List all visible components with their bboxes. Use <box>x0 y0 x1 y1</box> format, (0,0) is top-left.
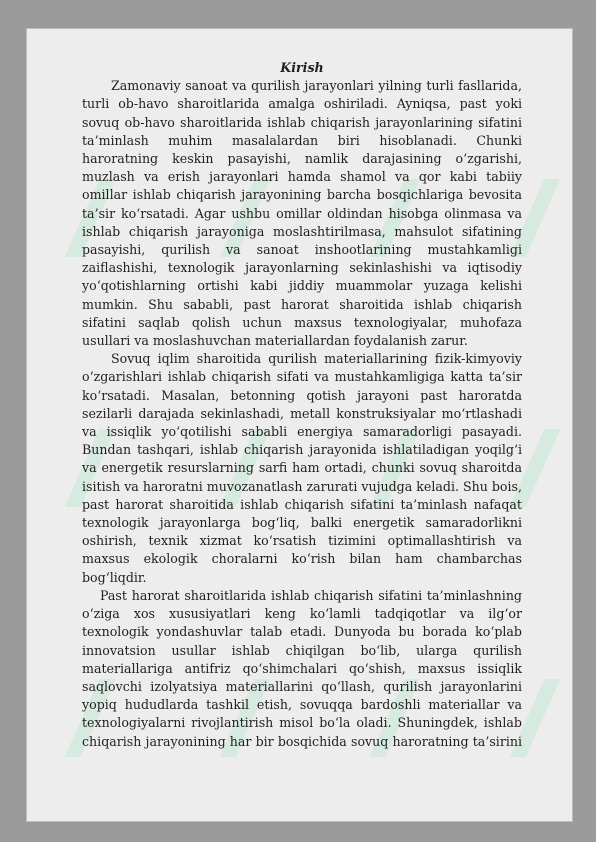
paragraph-2: Sovuq iqlim sharoitida qurilish materiallarining fizik-kimyoviy o‘zgarishlari ishlab chiqarish sifati va mustahkamligiga katta ta’sir ko‘rsatadi. Masalan, betonning qotish jarayoni past haroratda sezilarli darajada sekinlashadi, metall konstruksiyalar mo‘rtlashadi va issiqlik yo‘qotilishi sababli energiya samaradorligi pasayadi. Bundan tashqari, ishlab chiqarish jarayonida ishlatiladigan yoqilg‘i va energetik resurslarning sarfi ham ortadi, chunki sovuq sharoitda isitish va haroratni muvozanatlash zarurati vujudga keladi. Shu bois, past harorat sharoitida ishlab chiqarish sifatini ta’minlash nafaqat texnologik jarayonlarga bog‘liq, balki energetik samaradorlikni oshirish, texnik xizmat ko‘rsatish tizimini optimallashtirish va maxsus ekologik choralarni ko‘rish bilan ham chambarchas bog‘liqdir. <box>82 351 522 585</box>
document-body <box>82 59 522 751</box>
paragraph-1: Zamonaviy sanoat va qurilish jarayonlari yilning turli fasllarida, turli ob-havo sharoitlarida amalga oshiriladi. Ayniqsa, past yoki sovuq ob-havo sharoitlarida ishlab chiqarish jarayonlarining sifatini ta’minlash muhim masalalardan biri hisoblanadi. Chunki haroratning keskin pasayishi, namlik darajasining o‘zgarishi, muzlash va erish jarayonlari hamda shamol va qor kabi tabiiy omillar ishlab chiqarish jarayonining barcha bosqichlariga bevosita ta’sir ko‘rsatadi. Agar ushbu omillar oldindan hisobga olinmasa va ishlab chiqarish jarayoniga moslashtirilmasa, mahsulot sifatining pasayishi, qurilish va sanoat inshootlarining mustahkamligi zaiflashishi, texnologik jarayonlarning sekinlashishi va iqtisodiy yo‘qotishlarning ortishi kabi jiddiy muammolar yuzaga kelishi mumkin. Shu sababli, past harorat sharoitida ishlab chiqarish sifatini saqlab qolish uchun maxsus texnologiyalar, muhofaza usullari va moslashuvchan materiallardan foydalanish zarur. <box>82 78 522 349</box>
document-title: Kirish <box>280 60 324 75</box>
paragraph-3: Past harorat sharoitlarida ishlab chiqarish sifatini ta’minlashning o‘ziga xos xususiyatlari keng ko‘lamli tadqiqotlar va ilg‘or texnologik yondashuvlar talab etadi. Dunyoda bu borada ko‘plab innovatsion usullar ishlab chiqilgan bo‘lib, ularga qurilish materiallariga antifriz qo‘shimchalari qo‘shish, maxsus issiqlik saqlovchi izolyatsiya materiallarini qo‘llash, qurilish jarayonlarini yopiq hududlarda tashkil etish, sovuqqa bardoshli materiallar va texnologiyalarni rivojlantirish misol bo‘la oladi. Shuningdek, ishlab chiqarish jarayonining har bir bosqichida sovuq haroratning ta’sirini <box>82 587 522 749</box>
document-page <box>26 28 573 822</box>
